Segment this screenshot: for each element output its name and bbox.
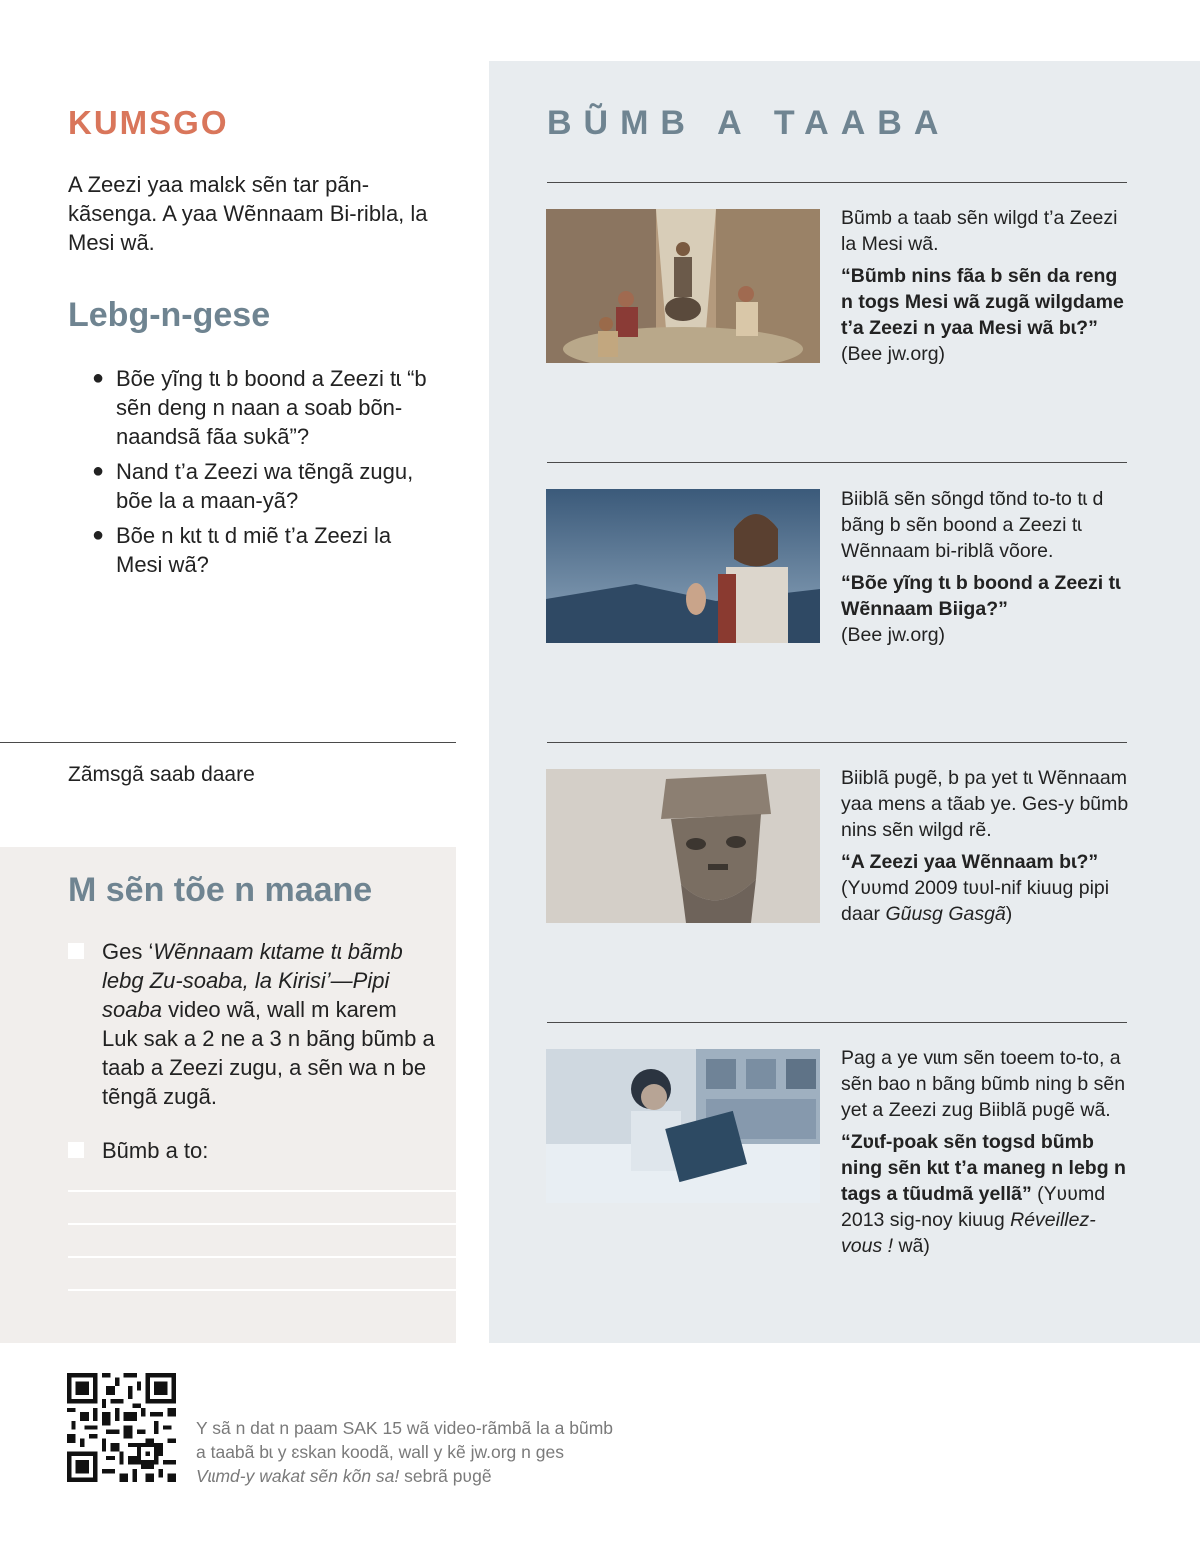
praying-man-illustration <box>546 489 820 643</box>
divider <box>547 462 1127 463</box>
bullet-icon: ● <box>92 460 105 482</box>
review-item <box>92 521 437 579</box>
divider <box>547 742 1127 743</box>
card-text <box>841 1045 1131 1259</box>
card-image[interactable] <box>546 769 820 923</box>
divider <box>0 742 456 743</box>
note-item-text: Bũmb a to: <box>102 1138 209 1163</box>
divider <box>547 1022 1127 1023</box>
qr-code-icon[interactable] <box>67 1373 176 1482</box>
card-question[interactable]: “Zʋɩf-poak sẽn togsd bũmb ning sẽn kɩt t’a maneg n lebg n tags a tũudmã yellã” <box>841 1131 1126 1205</box>
card-source <box>841 875 1131 927</box>
magazine-title: Gũusg Gasgã <box>885 903 1006 925</box>
review-item-text: Bõe yĩng tɩ b boond a Zeezi tɩ “b sẽn deng n naan a soab bõn-naandsã fãa sʋkã”? <box>116 366 427 449</box>
bullet-icon: ● <box>92 367 105 389</box>
write-line[interactable] <box>68 1289 456 1291</box>
book-title: Vɩɩmd-y wakat sẽn kõn sa! <box>196 1466 400 1486</box>
checkbox[interactable] <box>68 1142 84 1158</box>
review-item-text: Bõe n kɩt tɩ d miẽ t’a Zeezi la Mesi wã? <box>116 523 392 577</box>
card-intro: Pag a ye vɩɩm sẽn toeem to-to, a sẽn bao n bãng bũmb ning b sẽn yet a Zeezi zug Biiblã pʋgẽ wã. <box>841 1047 1126 1121</box>
card-image[interactable] <box>546 1049 820 1203</box>
card-intro: Bũmb a taab sẽn wilgd t’a Zeezi la Mesi wã. <box>841 207 1118 255</box>
note-item <box>68 1136 438 1166</box>
card-image[interactable] <box>546 489 820 643</box>
card-source: (Bee jw.org) <box>841 343 946 365</box>
note-text-part: video wã, wall m karem Luk sak a 2 ne a 3 n bãng bũmb a taab a Zeezi zugu, a sẽn wa n be tẽngã zugã. <box>102 997 435 1109</box>
card-question[interactable]: “Bũmb nins fãa b sẽn da reng n togs Mesi wã zugã wilgdame t’a Zeezi n yaa Mesi wã bɩ?” <box>841 265 1124 339</box>
checkbox[interactable] <box>68 943 84 959</box>
card-text <box>841 205 1131 367</box>
review-item-text: Nand t’a Zeezi wa tẽngã zugu, bõe la a maan-yã? <box>116 459 414 513</box>
review-title: Lebg-n-gese <box>68 296 271 334</box>
card-text <box>841 765 1131 927</box>
three-faced-sculpture-photo <box>546 769 820 923</box>
note-item <box>68 937 438 1117</box>
card-source: (Bee jw.org) <box>841 624 946 646</box>
review-item <box>92 457 437 515</box>
card-question[interactable]: “Bõe yĩng tɩ b boond a Zeezi tɩ Wẽnnaam Biiga?” <box>841 572 1121 620</box>
footer-text-part: sebrã pʋgẽ <box>399 1466 492 1486</box>
footer-text <box>196 1416 616 1488</box>
write-line[interactable] <box>68 1190 456 1192</box>
source-text: (Yʋʋmd 2013 sig-noy kiuug <box>841 1183 1106 1231</box>
explore-title: BŨMB A TAABA <box>547 104 951 142</box>
notes-title: M sẽn tõe n maane <box>68 871 373 909</box>
date-label: Zãmsgã saab daare <box>68 763 255 786</box>
note-item-text <box>102 937 438 1111</box>
card-question-line <box>841 1129 1131 1259</box>
magazine-title: Réveillez-vous ! <box>841 1209 1096 1257</box>
note-text-part: Ges ‘ <box>102 939 154 964</box>
card-intro: Biiblã sẽn sõngd tõnd to-to tɩ d bãng b sẽn boond a Zeezi tɩ Wẽnnaam bi-riblã võore. <box>841 488 1104 562</box>
write-line[interactable] <box>68 1256 456 1258</box>
review-item <box>92 364 437 451</box>
review-list <box>92 364 437 585</box>
footer-text-part: Y sã n dat n paam SAK 15 wã video-rãmbã la a bũmb a taabã bɩ y ɛskan koodã, wall y kẽ jw.org n ges <box>196 1418 614 1462</box>
source-text: wã) <box>893 1235 930 1257</box>
write-line[interactable] <box>68 1223 456 1225</box>
summary-title: KUMSGO <box>68 104 229 141</box>
summary-text: A Zeezi yaa malɛk sẽn tar pãn-kãsenga. A yaa Wẽnnaam Bi-ribla, la Mesi wã. <box>68 172 428 255</box>
procession-illustration <box>546 209 820 363</box>
video-title: Wẽnnaam kɩtame tɩ bãmb lebg Zu-soaba, la Kirisi’—Pipi soaba <box>102 939 403 1022</box>
woman-reading-photo <box>546 1049 820 1203</box>
card-question[interactable]: “A Zeezi yaa Wẽnnaam bɩ?” <box>841 851 1099 873</box>
card-image[interactable] <box>546 209 820 363</box>
source-text: ) <box>1005 903 1013 925</box>
source-text: (Yʋʋmd 2009 tʋʋl-nif kiuug pipi daar <box>841 877 1110 925</box>
card-text <box>841 486 1131 648</box>
card-intro: Biiblã pʋgẽ, b pa yet tɩ Wẽnnaam yaa mens a tãab ye. Ges-y bũmb nins sẽn wilgd rẽ. <box>841 767 1129 841</box>
bullet-icon: ● <box>92 524 105 546</box>
divider <box>547 182 1127 183</box>
